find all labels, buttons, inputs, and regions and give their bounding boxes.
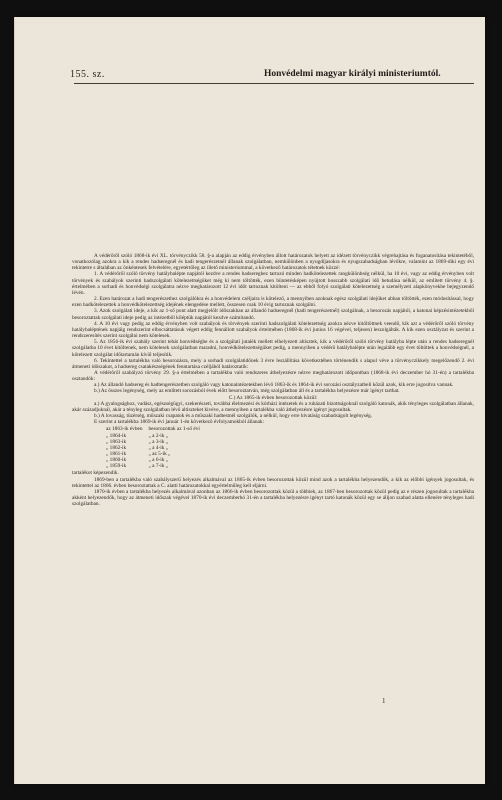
footer-mark: 1 (382, 697, 386, 705)
table-cell: „ a 3-ik „ (148, 438, 169, 445)
table-cell: besorozottak az 1-ső évi (148, 426, 200, 433)
table-cell: az 1863-ik évben (106, 426, 143, 433)
table-cell: „ a 4-ik „ (148, 444, 169, 451)
page-header-title: Honvédelmi magyar királyi ministeriumtól. (264, 69, 441, 79)
paragraph: b.) Az összes legénység, mely az említett sorozásból évek előtt besoroztatván, még szolgálatban áll és a tartalékba helyezésre már igényt tarthat. (94, 388, 400, 395)
paragraph: 1. A védérőről szóló törvény hatálybalépte napjától kezdve a rendes hadseregbez tartozó minden hadkötelezettek rangkülönbség nélkül, ha 10 évi, vagy az eddig érvényben volt törvények és szabályok szerinti hadszolgálati kötelezettségüket még ki nem töltötték, ezen büntetésképen nyújtott hosszabb szolgálati idő betudása nélkül, az említett törvény 4. §. értelmében a sorhadi és honvédségi szolgálatra nézve meghatározott 12 évi időt tartoznak kitölteni — az ebből folyó szolgálati kötelezettség a személyzeti alapkönyvekbe bejegyzendő lévén. (72, 271, 474, 296)
paragraph: 2. Ezen határozat a hadi tengerészethez szolgálókra és a honvédelem czéljaira is kötelező, a mennyiben azoknak egész szolgálati idejüket abban töltötték, ezen módosítással, hogy ezen hadkötelezettek a honvédkötelezettség idejének elengedése mellett, összesen csak 10 évig tartoznak szolgálni. (72, 296, 474, 309)
table-cell: „ 1863-ik (106, 438, 127, 445)
table-suffix: tartalékot képezendik. (72, 470, 119, 477)
table-cell: „ a 7-ik „ (148, 463, 169, 470)
paragraph: 5. Az 1856-ik évi szabály szerint tehát honvédségbe és a szolgálati jutalék mellett elhelyezett altisztek, kik a védérőről szóló törvény hatályba lépte után a rendes hadseregnél szolgálatba 10 évet kitöltenek, nem kötelesek szolgálatban maradni, honvédkötelezettségüket pedig, a mennyiben a védérő hatálybalépte után legalább egy évet töltöttek a honvédségnél, a kötelezett szolgálat időtartamán kívül teljesítik. (72, 339, 474, 358)
paragraph: 1870-ik évben a tartalékba helyezés alkalmával azonban az 1866-ik évben besorozottak közül a többiek, az 1867-ben besorozottak közül pedig az e részen jogosultak a tartalékba akként helyezendők, hogy az átmeneti időszak végével 1870-ik évi deczemberhó 31-én a tartalékba helyezésre igényt tartó katonák közül egy se álljon szabad alatta ellenére tényleges hadi szolgálatban. (72, 488, 474, 508)
page-edge (14, 17, 15, 784)
paragraph: 6. Tekintettel a tartalékba való besorozásra, mely a sorhadi szolgálatidőnek 3 évre leszállítása következtében történendik s alapul véve a törvényczikkely megelőzendő 2. évi átmeneti időszakot, a hadsereg csatakészségének fenntartása czéljából határoztatik: (72, 357, 474, 370)
document-body (72, 253, 474, 507)
page-number: 155. sz. (70, 69, 105, 80)
table-cell: „ az 5-ik „ (148, 451, 171, 457)
paragraph: 1869-ben a tartalékba való szabályszerű helyezés alkalmával az 1865-ik évben besorozottak közül mind azok a tartalékba helyezendők, a kik az előbbi igények jogosultak, és tekintettel az 1866. évben besoroztattak a C. alatti határozatokkal egyértelműleg kell eljárni. (72, 476, 474, 489)
paragraph: E szerint a tartalékba 1869-ik évi január 1-én következő évfolyamokból állanak: (94, 419, 265, 426)
table-cell: „ 1861-ik (106, 451, 127, 457)
table-cell: „ a 6-ik „ (148, 457, 169, 464)
reserve-years-table (106, 426, 206, 469)
paragraph: a.) A gyalogsághoz, vadász, egészségügyi, szekerészeti, továbbá élelmezési és kórházi intézetek és a ruházati bizottságoknál szolgáló katonák, akik tényleges szolgálatban állanak, akár századjuknál, akár a tényleg szolgálatban lévő altiszteket kivéve, a mennyiben a tartalékba való áthelyezésre igényt jogosultak. (72, 400, 474, 413)
table-cell: „ 1862-ik (106, 444, 127, 451)
paragraph-heading: C.) Az 1865-ik évben besorozottak közül: (228, 394, 318, 401)
table-row (106, 426, 206, 432)
paragraph: A védérőről szabályzó törvény 29. §-a értelmében a tartalékba való rendszeres áthelyezésre nézve meghatározott időpontban (1868-ik évi deczember hó 31-én) a tartalékba osztandók: (72, 369, 474, 383)
paragraph: 3. Azok szolgálati ideje, a kik az 1-ső pont alatt megjelölt időszakban az állandó hadseregnél (hadi tengerészetnél) szolgálnak, a besorozás napjától, a katonai képzésintézetekből besoroztattak szolgálati ideje pedig az intézetből kiléptük napjától kezdve számítandó. (72, 308, 474, 321)
paragraph: a.) Az állandó hadsereg és hadtengerészetben szolgáló vagy katonaintézetekben lévő 1863-ik és 1864-ik évi sorozási osztályzatbeli közül azok, kik erre jogosítva vannak. (94, 382, 454, 389)
table-cell: „ 1860-ik (106, 457, 127, 464)
paragraph: A védérőről szóló 1868-ik évi XL. törvényczikk 58. §-a alapján az eddig érvényben állott határozatok helyett az idézett törvényczikk végrehajtása és foganatosítása tekintetéből, vonatkozólag azokra a kik a rendes hadseregnél és hadi tengerészetnél állanak szolgálatban, nemkülönben a nyugdíjasokra és nyugszabadságban lévőkre, valamint az 1869-diki egy évi tekintetre s általában az önkéntesek felvételére, egyetértőleg az illető ministeriummal, a következő határozatok tétetnek közzé: (72, 253, 474, 272)
paragraph: 4. A 10 évi vagy pedig az eddig érvényben volt szabályok és törvények szerinti hadszolgálati kötelezettség azokra nézve kitöltöttnek veendő, kik azt a védérőről szóló törvény hatálybaléptének napjáig rendszerint elbocsáttatásuk végett eddig fennállott szabályok értelmében (1868-ik évi junius 16 végével, teljesen) leszolgálták. A kik ezen osztályzat és szerint a rendszeresítés szerint szolgálni nem kötelesek. (72, 320, 474, 340)
table-row (106, 463, 206, 469)
table-cell: „ a 2-ik „ (148, 432, 169, 439)
table-cell: „ 1859-ik (106, 463, 127, 470)
header-rule (74, 83, 474, 84)
paragraph: b.) A lovasság, tüzérség, műszaki csapatok és a műszaki hadtestnél szolgálók, a nélkül, hogy erre hivatásig szabadságolt legénység. (94, 413, 373, 420)
document-page (14, 17, 485, 784)
table-cell: „ 1864-ik (106, 432, 127, 439)
